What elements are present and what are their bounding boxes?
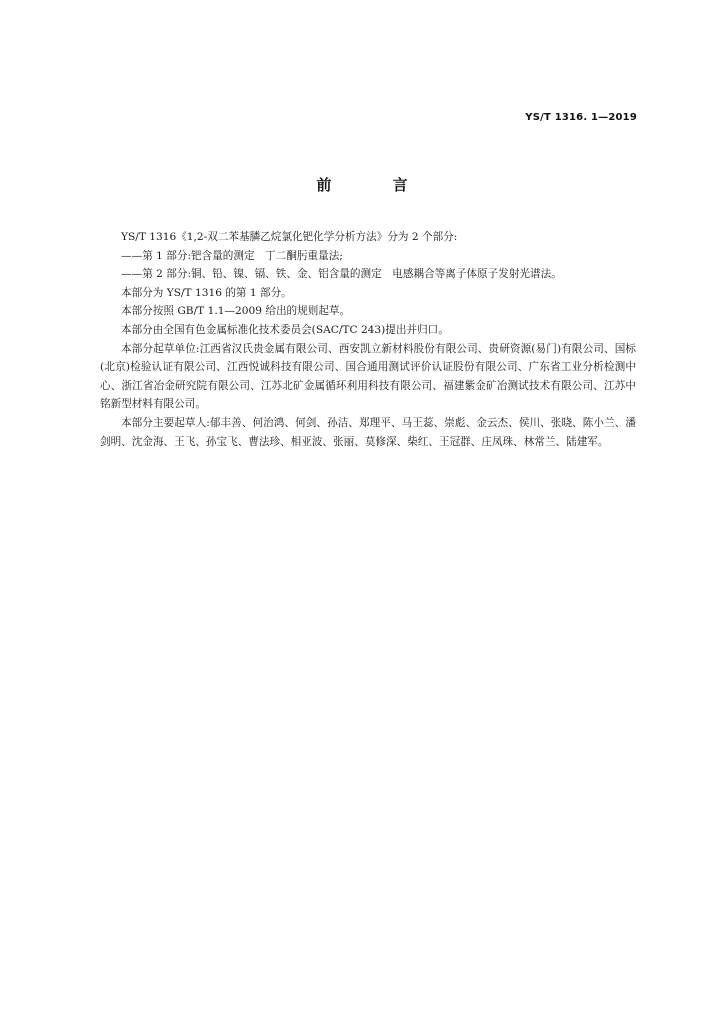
paragraph-part-1: ——第 1 部分:钯含量的测定 丁二酮肟重量法; <box>121 249 343 262</box>
paragraph-drafting-rules: 本部分按照 GB/T 1.1—2009 给出的规则起草。 <box>121 305 351 318</box>
page-title: 前 言 <box>316 176 436 194</box>
foreword-body <box>100 228 636 451</box>
standard-code: YS/T 1316. 1—2019 <box>525 112 637 123</box>
paragraph-part-scope: 本部分为 YS/T 1316 的第 1 部分。 <box>121 286 292 299</box>
paragraph-drafting-units: 本部分起草单位:江西省汉氏贵金属有限公司、西安凯立新材料股份有限公司、贵研资源(易门)有限公司、国标(北京)检验认证有限公司、江西悦诚科技有限公司、国合通用测试评价认证股份有限公司、广东省工业分析检测中心、浙江省冶金研究院有限公司、江苏北矿金属循环利用科技有限公司、福建紫金矿冶测试技术有限公司、江苏中铭新型材料有限公司。 <box>100 342 636 411</box>
paragraph-part-2: ——第 2 部分:铜、铅、镍、镉、铁、金、铝含量的测定 电感耦合等离子体原子发射光谱法。 <box>121 268 562 281</box>
paragraph-main-drafters: 本部分主要起草人:郁丰善、何治鸿、何剑、孙洁、郑理平、马王蕊、崇彪、金云杰、侯川、张晓、陈小兰、潘剑明、沈金海、王飞、孙宝飞、曹法珍、相亚波、张丽、莫修深、柴红、王冠群、庄凤珠、林常兰、陆建军。 <box>100 416 636 448</box>
paragraph-proposer: 本部分由全国有色金属标准化技术委员会(SAC/TC 243)提出并归口。 <box>121 323 449 336</box>
paragraph-series-intro: YS/T 1316《1,2-双二苯基膦乙烷氯化钯化学分析方法》分为 2 个部分: <box>121 231 458 243</box>
